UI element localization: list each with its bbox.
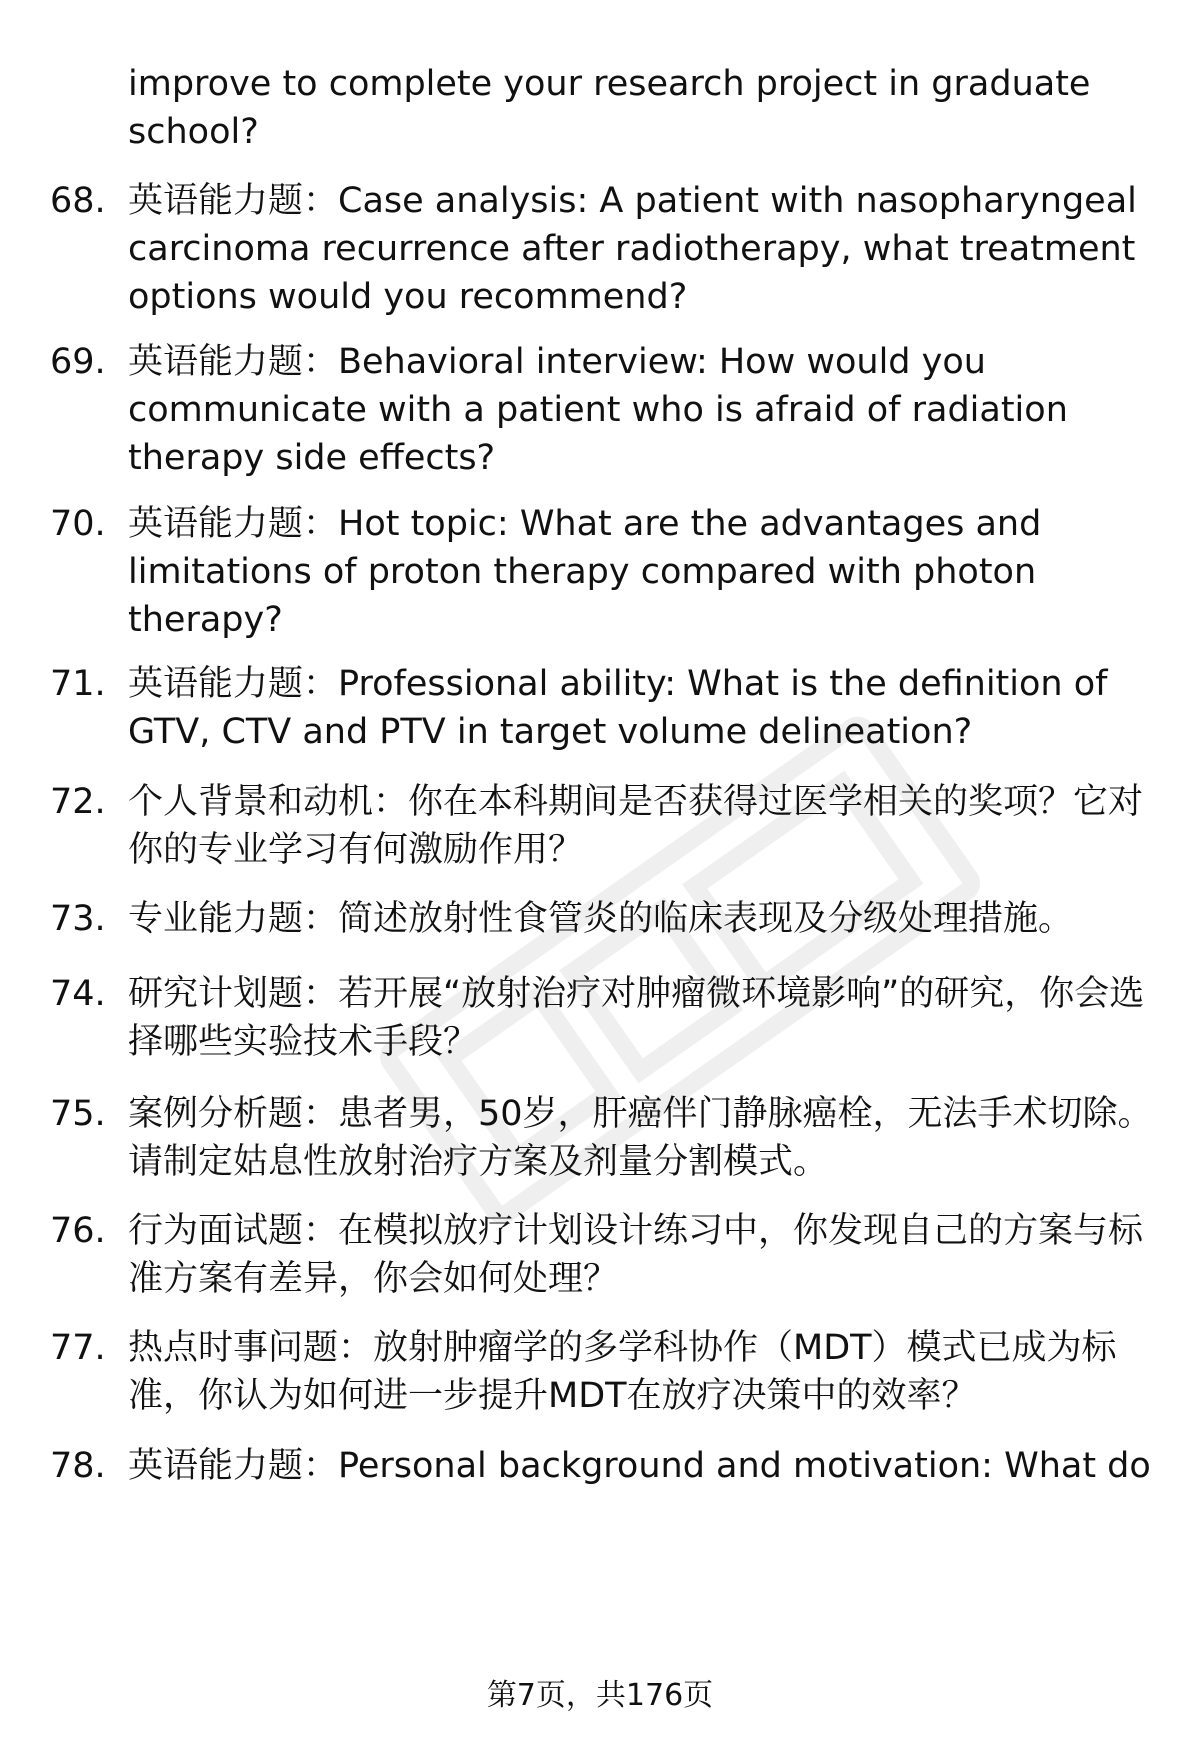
item-text: 个人背景和动机：你在本科期间是否获得过医学相关的奖项？它对你的专业学习有何激励作用？ [128,782,1144,870]
item-text: 研究计划题：若开展“放射治疗对肿瘤微环境影响”的研究，你会选择哪些实验技术手段？ [128,974,1145,1062]
item-text: 热点时事问题：放射肿瘤学的多学科协作（MDT）模式已成为标准，你认为如何进一步提升MDT在放疗决策中的效率？ [128,1328,1117,1416]
item-number: 72. [50,782,106,822]
page-footer: 第7页，共176页 [486,1678,714,1713]
item-number: 68. [50,181,106,221]
item-number: 71. [50,664,106,704]
item-text: 行为面试题：在模拟放疗计划设计练习中，你发现自己的方案与标准方案有差异，你会如何处理？ [128,1211,1144,1299]
item-text: 英语能力题：Behavioral interview: How would you communicate with a patient who is afraid of radiation therapy side effects? [128,342,1068,478]
item-text: 英语能力题：Hot topic: What are the advantages and limitations of proton therapy compared with photon therapy? [128,504,1042,640]
continued-question-text: improve to complete your research project in graduate school? [128,64,1091,152]
item-number: 73. [50,899,106,939]
item-text: 英语能力题：Personal background and motivation: What do [128,1446,1151,1486]
item-number: 75. [50,1094,106,1134]
item-number: 76. [50,1211,106,1251]
item-number: 74. [50,974,106,1014]
item-text: 专业能力题：简述放射性食管炎的临床表现及分级处理措施。 [128,899,1074,939]
item-text: 英语能力题：Professional ability: What is the definition of GTV, CTV and PTV in target volume delineation? [128,664,1108,752]
item-text: 案例分析题：患者男，50岁，肝癌伴门静脉癌栓，无法手术切除。请制定姑息性放射治疗方案及剂量分割模式。 [128,1094,1153,1182]
item-number: 78. [50,1446,106,1486]
item-number: 77. [50,1328,106,1368]
item-text: 英语能力题：Case analysis: A patient with nasopharyngeal carcinoma recurrence after radiotherapy, what treatment options would you recommend? [128,181,1137,317]
item-number: 69. [50,342,106,382]
item-number: 70. [50,504,106,544]
